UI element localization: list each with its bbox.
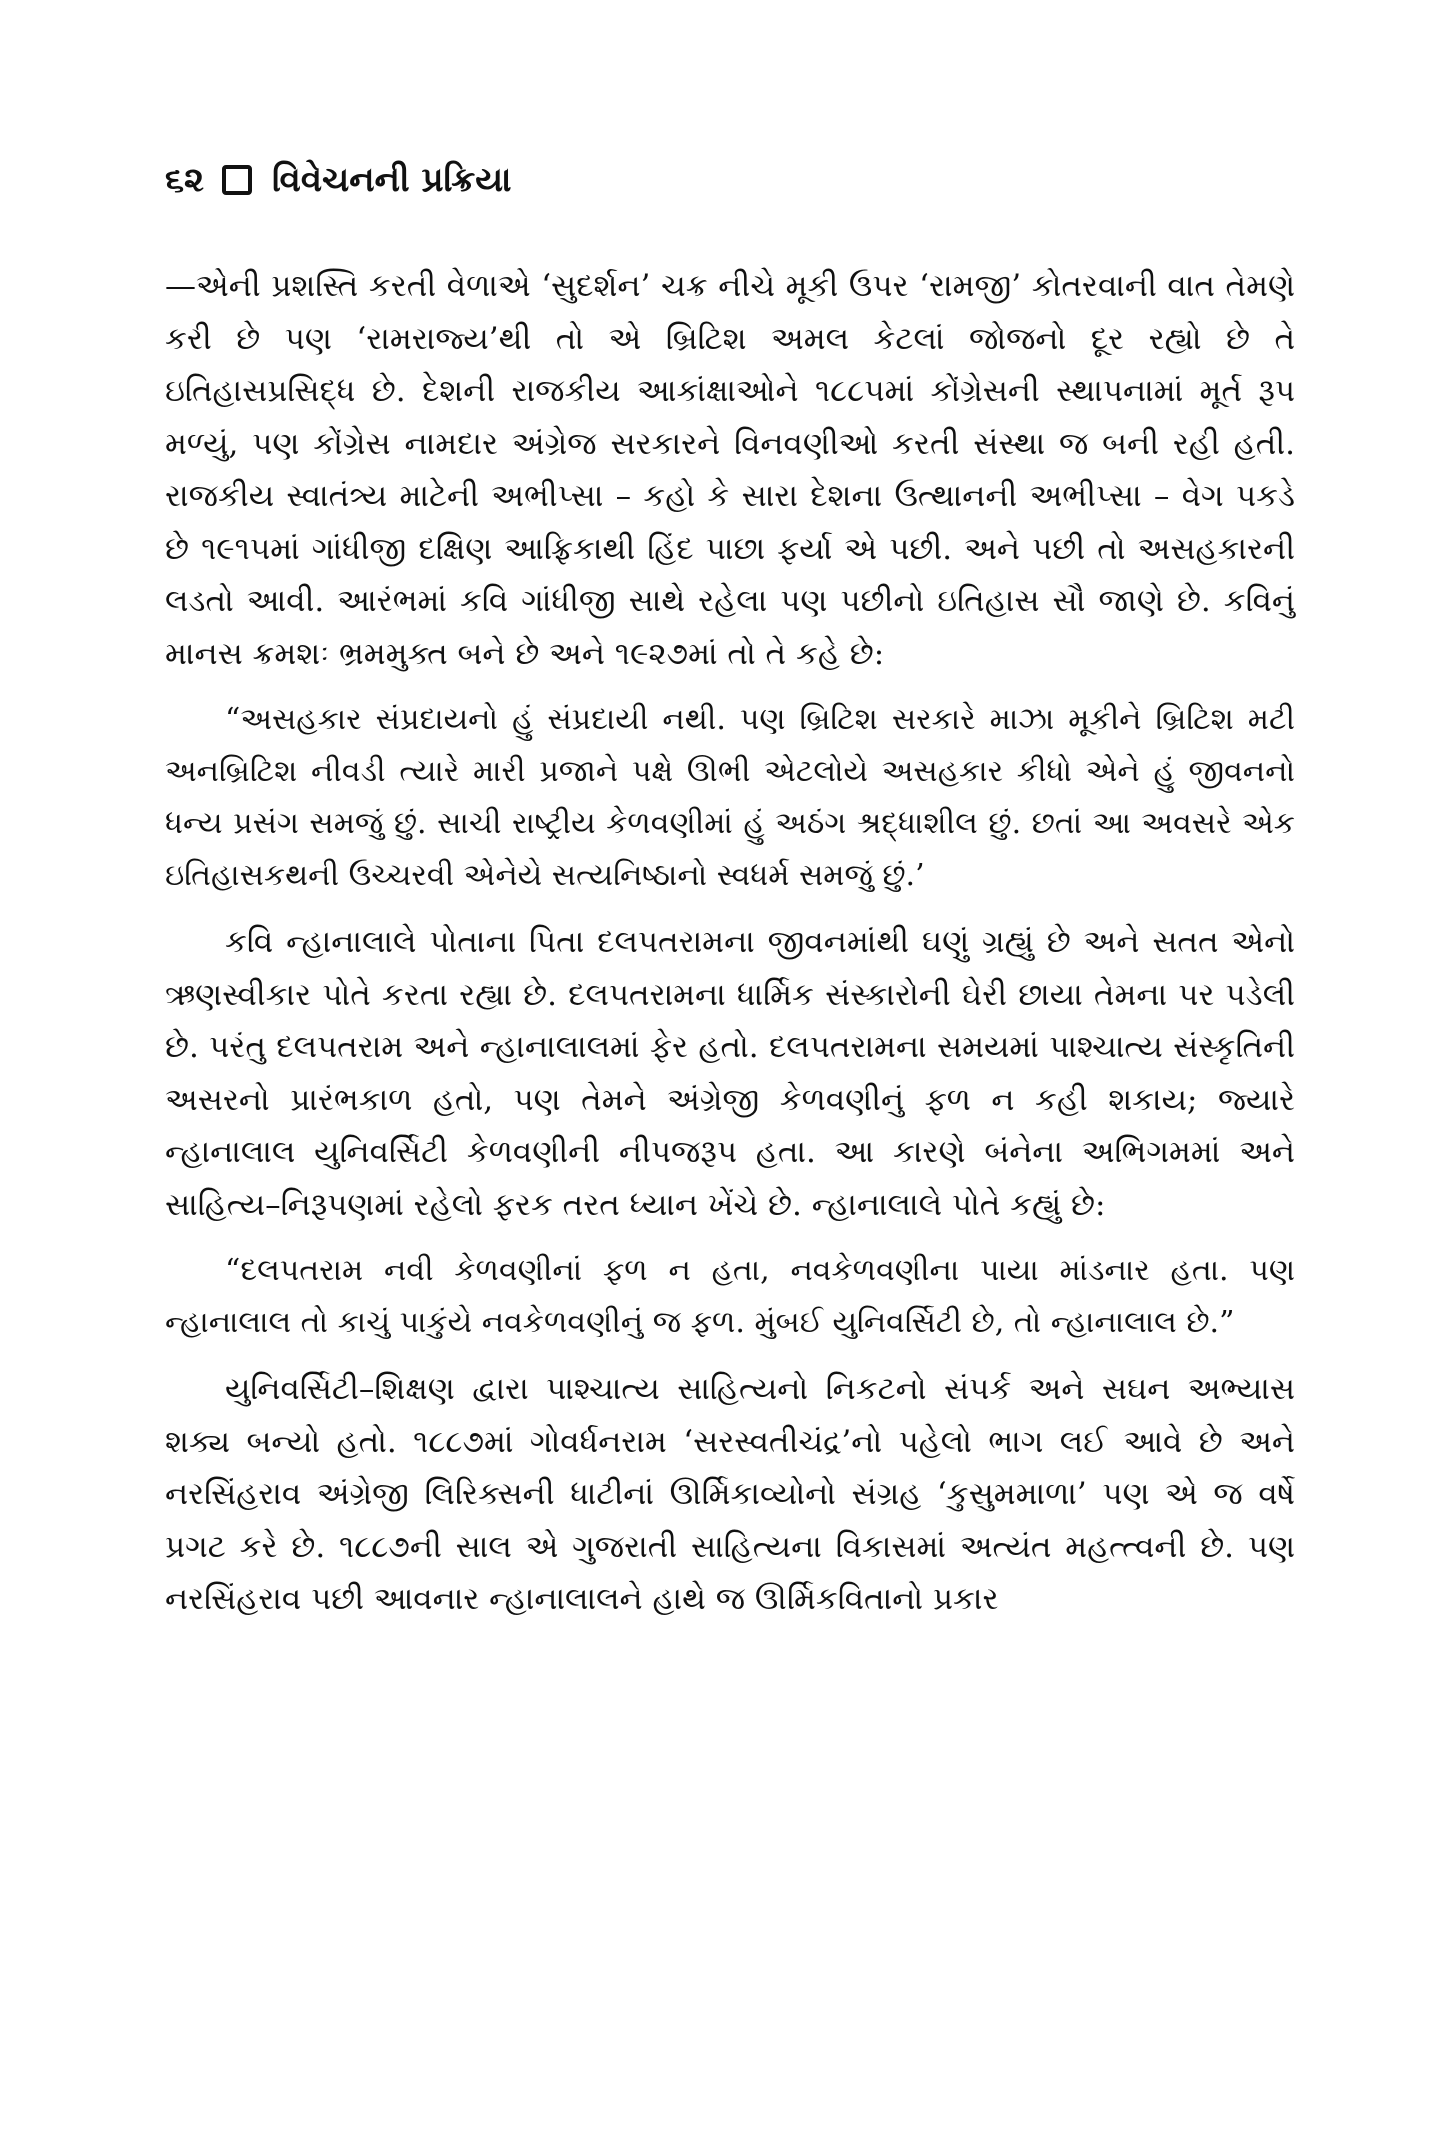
block-quote-1: “અસહકાર સંપ્રદાયનો હું સંપ્રદાયી નથી. પણ બ્રિટિશ સરકારે માઝા મૂકીને બ્રિટિશ મટી અનબ્રિટિશ નીવડી ત્યારે મારી પ્રજાને પક્ષે ઊભી એટલોયે અસહકાર કીધો એને હું જીવનનો ધન્ય પ્રસંગ સમજું છું. સાચી રાષ્ટ્રીય કેળવણીમાં હું અઠંગ શ્રદ્ધાશીલ છું. છતાં આ અવસરે એક ઇતિહાસકથની ઉચ્ચરવી એનેયે સત્યનિષ્ઠાનો સ્વધર્મ સમજું છું.’ [165, 702, 1295, 893]
page-number: ૬૨ [165, 160, 204, 200]
book-page [165, 150, 1295, 2100]
running-header [165, 150, 1295, 210]
body-paragraph-1: —એની પ્રશસ્તિ કરતી વેળાએ ‘સુદર્શન’ ચક્ર નીચે મૂકી ઉપર ‘રામજી’ કોતરવાની વાત તેમણે કરી છે પણ ‘રામરાજ્ય’થી તો એ બ્રિટિશ અમલ કેટલાં જોજનો દૂર રહ્યો છે તે ઇતિહાસપ્રસિદ્ધ છે. દેશની રાજકીય આકાંક્ષાઓને ૧૮૮૫માં કોંગ્રેસની સ્થાપનામાં મૂર્ત રૂપ મળ્યું, પણ કોંગ્રેસ નામદાર અંગ્રેજ સરકારને વિનવણીઓ કરતી સંસ્થા જ બની રહી હતી. રાજકીય સ્વાતંત્ર્ય માટેની અભીપ્સા – કહો કે સારા દેશના ઉત્થાનની અભીપ્સા – વેગ પકડે છે ૧૯૧૫માં ગાંધીજી દક્ષિણ આફ્રિકાથી હિંદ પાછા ફર્યા એ પછી. અને પછી તો અસહકારની લડતો આવી. આરંભમાં કવિ ગાંધીજી સાથે રહેલા પણ પછીનો ઇતિહાસ સૌ જાણે છે. કવિનું માનસ ક્રમશઃ ભ્રમમુક્ત બને છે અને ૧૯૨૭માં તો તે કહે છે: [165, 268, 1295, 672]
body-paragraph-2: કવિ ન્હાનાલાલે પોતાના પિતા દલપતરામના જીવનમાંથી ઘણું ગ્રહ્યું છે અને સતત એનો ઋણસ્વીકાર પોતે કરતા રહ્યા છે. દલપતરામના ધાર્મિક સંસ્કારોની ઘેરી છાયા તેમના પર પડેલી છે. પરંતુ દલપતરામ અને ન્હાનાલાલમાં ફેર હતો. દલપતરામના સમયમાં પાશ્ચાત્ય સંસ્કૃતિની અસરનો પ્રારંભકાળ હતો, પણ તેમને અંગ્રેજી કેળવણીનું ફળ ન કહી શકાય; જ્યારે ન્હાનાલાલ યુનિવર્સિટી કેળવણીની નીપજરૂપ હતા. આ કારણે બંનેના અભિગમમાં અને સાહિત્ય–નિરૂપણમાં રહેલો ફરક તરત ધ્યાન ખેંચે છે. ન્હાનાલાલે પોતે કહ્યું છે: [165, 924, 1295, 1223]
square-ornament-icon [222, 165, 252, 195]
running-title: વિવેચનની પ્રક્રિયા [272, 160, 512, 200]
block-quote-2: “દલપતરામ નવી કેળવણીનાં ફળ ન હતા, નવકેળવણીના પાયા માંડનાર હતા. પણ ન્હાનાલાલ તો કાચું પાકુંયે નવકેળવણીનું જ ફળ. મુંબઈ યુનિવર્સિટી છે, તો ન્હાનાલાલ છે.” [165, 1253, 1295, 1340]
body-paragraph-3: યુનિવર્સિટી–શિક્ષણ દ્વારા પાશ્ચાત્ય સાહિત્યનો નિકટનો સંપર્ક અને સઘન અભ્યાસ શક્ય બન્યો હતો. ૧૮૮૭માં ગોવર્ધનરામ ‘સરસ્વતીચંદ્ર’નો પહેલો ભાગ લઈ આવે છે અને નરસિંહરાવ અંગ્રેજી લિરિક્સની ધાટીનાં ઊર્મિકાવ્યોનો સંગ્રહ ‘કુસુમમાળા’ પણ એ જ વર્ષે પ્રગટ કરે છે. ૧૮૮૭ની સાલ એ ગુજરાતી સાહિત્યના વિકાસમાં અત્યંત મહત્ત્વની છે. પણ નરસિંહરાવ પછી આવનાર ન્હાનાલાલને હાથે જ ઊર્મિકવિતાનો પ્રકાર [165, 1371, 1295, 1617]
